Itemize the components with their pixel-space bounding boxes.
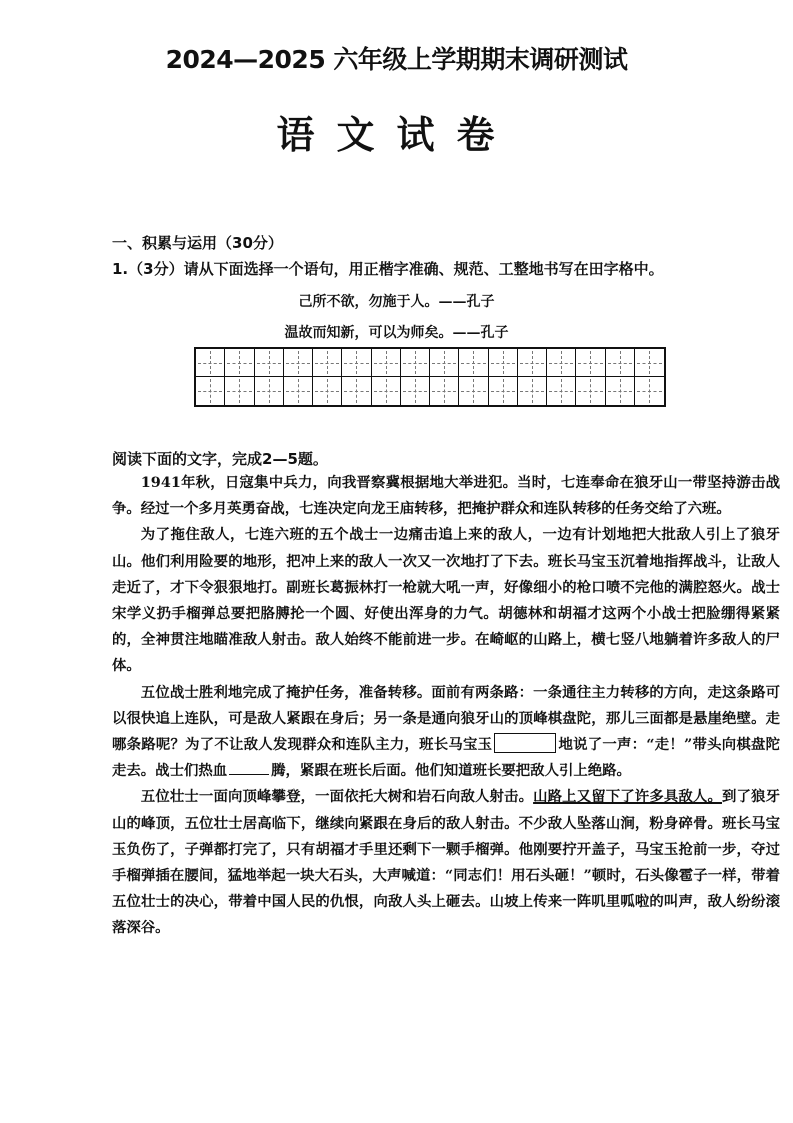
reading-passage [112, 470, 780, 942]
paragraph-4-part-b: 到了狼牙山的峰顶，五位壮士居高临下，继续向紧跟在身后的敌人射击。不少敌人坠落山涧，粉身碎骨。班长马宝玉负伤了，子弹都打完了，只有胡福才手里还剩下一颗手榴弹。他刚要拧开盖子，马宝玉抢前一步，夺过手榴弹插在腰间，猛地举起一块大石头，大声喊道：“同志们！用石头砸！”顿时，石头像雹子一样，带着五位壮士的决心，带着中国人民的仇恨，向敌人头上砸去。山坡上传来一阵叽里呱啦的叫声，敌人纷纷滚落深谷。 [112, 788, 780, 937]
grid-cell[interactable] [518, 377, 547, 405]
grid-cell[interactable] [196, 377, 225, 405]
reading-instructions: 阅读下面的文字，完成2—5题。 [112, 450, 328, 468]
quote-option-2: 温故而知新，可以为师矣。——孔子 [284, 325, 509, 341]
grid-cell[interactable] [635, 377, 664, 405]
subject-title: 语文试卷 [276, 112, 517, 157]
grid-cell[interactable] [518, 349, 547, 377]
grid-cell[interactable] [401, 377, 430, 405]
passage-paragraph-2: 为了拖住敌人，七连六班的五个战士一边痛击追上来的敌人，一边有计划地把大批敌人引上了狼牙山。他们利用险要的地形，把冲上来的敌人一次又一次地打了下去。班长马宝玉沉着地指挥战斗，让敌人走近了，才下令狠狠地打。副班长葛振林打一枪就大吼一声，好像细小的枪口喷不完他的满腔怒火。战士宋学义扔手榴弹总要把胳膊抡一个圆、好使出浑身的力气。胡德林和胡福才这两个小战士把脸绷得紧紧的，全神贯注地瞄准敌人射击。敌人始终不能前进一步。在崎岖的山路上，横七竖八地躺着许多敌人的尸体。 [112, 526, 780, 675]
grid-cell[interactable] [313, 349, 342, 377]
paragraph-3-part-c: 腾，紧跟在班长后面。他们知道班长要把敌人引上绝路。 [271, 762, 631, 780]
grid-cell[interactable] [459, 349, 488, 377]
grid-cell[interactable] [225, 349, 254, 377]
passage-paragraph-1: 1941年秋，日寇集中兵力，向我晋察冀根据地大举进犯。当时，七连奉命在狼牙山一带坚持游击战争。经过一个多月英勇奋战，七连决定向龙王庙转移，把掩护群众和连队转移的任务交给了六班。 [112, 474, 780, 518]
passage-paragraph-3 [112, 680, 780, 785]
passage-paragraph-4 [112, 784, 780, 941]
grid-cell[interactable] [430, 349, 459, 377]
grid-cell[interactable] [401, 349, 430, 377]
grid-cell[interactable] [255, 377, 284, 405]
exam-title: 2024—2025 六年级上学期期末调研测试 [165, 45, 628, 74]
grid-cell[interactable] [372, 349, 401, 377]
section-heading: 一、积累与运用（30分） [112, 234, 283, 252]
grid-cell[interactable] [606, 377, 635, 405]
grid-cell[interactable] [284, 377, 313, 405]
grid-cell[interactable] [489, 377, 518, 405]
grid-cell[interactable] [635, 349, 664, 377]
grid-cell[interactable] [547, 349, 576, 377]
grid-cell[interactable] [372, 377, 401, 405]
answer-blank-line[interactable] [229, 774, 269, 775]
grid-cell[interactable] [196, 349, 225, 377]
answer-blank-box[interactable] [494, 733, 556, 753]
paragraph-3-part-b: 地说了一声：“走！”带头向棋盘陀走去。战士们热血 [112, 736, 780, 780]
grid-cell[interactable] [489, 349, 518, 377]
grid-cell[interactable] [430, 377, 459, 405]
quote-option-1: 己所不欲，勿施于人。——孔子 [298, 294, 495, 310]
grid-cell[interactable] [225, 377, 254, 405]
grid-cell[interactable] [547, 377, 576, 405]
underlined-sentence: 山路上又留下了许多具敌人。 [533, 788, 722, 806]
grid-cell[interactable] [342, 349, 371, 377]
grid-cell[interactable] [459, 377, 488, 405]
grid-cell[interactable] [284, 349, 313, 377]
question-1-prompt: 1.（3分）请从下面选择一个语句，用正楷字准确、规范、工整地书写在田字格中。 [112, 260, 664, 278]
grid-cell[interactable] [606, 349, 635, 377]
grid-cell[interactable] [576, 377, 605, 405]
grid-cell[interactable] [313, 377, 342, 405]
grid-cell[interactable] [342, 377, 371, 405]
tianzige-writing-grid[interactable] [194, 347, 666, 407]
grid-cell[interactable] [576, 349, 605, 377]
grid-cell[interactable] [255, 349, 284, 377]
paragraph-4-part-a: 五位壮士一面向顶峰攀登，一面依托大树和岩石向敌人射击。 [140, 788, 534, 806]
paragraph-3-part-a: 五位战士胜利地完成了掩护任务，准备转移。面前有两条路：一条通往主力转移的方向，走这条路可以很快追上连队，可是敌人紧跟在身后；另一条是通向狼牙山的顶峰棋盘陀，那儿三面都是悬崖绝壁。走哪条路呢？为了不让敌人发现群众和连队主力，班长马宝玉 [112, 683, 780, 754]
